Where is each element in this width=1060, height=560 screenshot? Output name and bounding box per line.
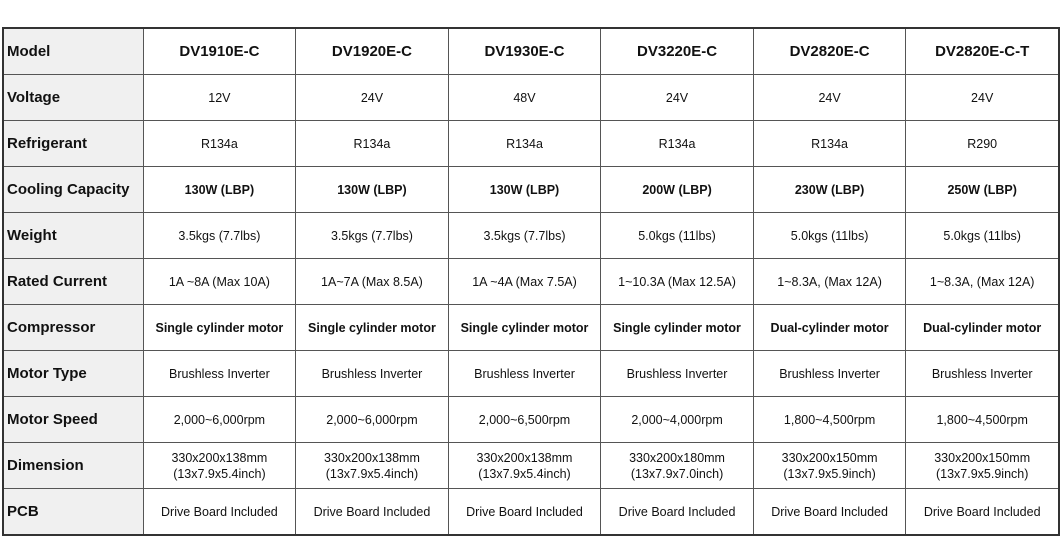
row-label: Motor Speed xyxy=(3,397,143,443)
table-cell: Dual-cylinder motor xyxy=(906,305,1059,351)
table-cell: DV2820E-C-T xyxy=(906,28,1059,75)
row-label: Refrigerant xyxy=(3,121,143,167)
table-row xyxy=(3,443,1059,489)
table-cell: 24V xyxy=(601,75,754,121)
table-cell: R134a xyxy=(143,121,296,167)
cell-line: 330x200x150mm xyxy=(934,450,1031,465)
table-cell: 1A ~4A (Max 7.5A) xyxy=(448,259,601,305)
table-row xyxy=(3,167,1059,213)
table-cell xyxy=(143,443,296,489)
table-cell: Single cylinder motor xyxy=(143,305,296,351)
table-row xyxy=(3,213,1059,259)
table-cell: Drive Board Included xyxy=(296,489,449,536)
table-cell: 2,000~4,000rpm xyxy=(601,397,754,443)
table-cell: 230W (LBP) xyxy=(753,167,906,213)
table-cell: Brushless Inverter xyxy=(448,351,601,397)
table-cell: 5.0kgs (11lbs) xyxy=(753,213,906,259)
table-cell xyxy=(296,443,449,489)
table-cell: R134a xyxy=(296,121,449,167)
table-cell: Single cylinder motor xyxy=(448,305,601,351)
table-row xyxy=(3,397,1059,443)
table-cell: 12V xyxy=(143,75,296,121)
row-label: Motor Type xyxy=(3,351,143,397)
table-cell: R134a xyxy=(448,121,601,167)
table-cell: Brushless Inverter xyxy=(143,351,296,397)
row-label: PCB xyxy=(3,489,143,536)
table-cell xyxy=(906,443,1059,489)
table-row xyxy=(3,75,1059,121)
table-cell: Single cylinder motor xyxy=(601,305,754,351)
table-cell xyxy=(601,443,754,489)
cell-line: (13x7.9x5.9inch) xyxy=(935,466,1029,481)
spec-table xyxy=(2,27,1060,536)
cell-line: (13x7.9x5.9inch) xyxy=(783,466,876,481)
cell-line: 330x200x180mm xyxy=(629,450,725,465)
table-cell: 3.5kgs (7.7lbs) xyxy=(143,213,296,259)
table-cell: DV2820E-C xyxy=(753,28,906,75)
table-cell: DV3220E-C xyxy=(601,28,754,75)
cell-line: 330x200x138mm xyxy=(476,450,573,465)
table-cell: 130W (LBP) xyxy=(296,167,449,213)
table-cell: R134a xyxy=(601,121,754,167)
table-cell: Brushless Inverter xyxy=(296,351,449,397)
row-label: Voltage xyxy=(3,75,143,121)
row-label: Cooling Capacity xyxy=(3,167,143,213)
table-cell: Brushless Inverter xyxy=(906,351,1059,397)
table-cell: Drive Board Included xyxy=(448,489,601,536)
table-cell: 24V xyxy=(296,75,449,121)
table-cell: 24V xyxy=(906,75,1059,121)
table-cell: 130W (LBP) xyxy=(448,167,601,213)
table-row xyxy=(3,489,1059,536)
table-row xyxy=(3,28,1059,75)
table-cell: 5.0kgs (11lbs) xyxy=(906,213,1059,259)
row-label: Dimension xyxy=(3,443,143,489)
table-cell: Dual-cylinder motor xyxy=(753,305,906,351)
cell-line: 330x200x138mm xyxy=(171,450,268,465)
cell-line: 330x200x150mm xyxy=(781,450,878,465)
table-cell: 3.5kgs (7.7lbs) xyxy=(448,213,601,259)
row-label: Rated Current xyxy=(3,259,143,305)
cell-line: (13x7.9x5.4inch) xyxy=(325,466,419,481)
table-cell: DV1920E-C xyxy=(296,28,449,75)
row-label: Weight xyxy=(3,213,143,259)
table-cell: 130W (LBP) xyxy=(143,167,296,213)
table-cell: 2,000~6,000rpm xyxy=(143,397,296,443)
table-row xyxy=(3,351,1059,397)
table-cell: 1A~7A (Max 8.5A) xyxy=(296,259,449,305)
cell-line: (13x7.9x5.4inch) xyxy=(173,466,266,481)
cell-line: (13x7.9x5.4inch) xyxy=(478,466,571,481)
table-cell: 2,000~6,000rpm xyxy=(296,397,449,443)
row-label: Compressor xyxy=(3,305,143,351)
table-row xyxy=(3,305,1059,351)
table-cell: Drive Board Included xyxy=(753,489,906,536)
table-cell: 1~8.3A, (Max 12A) xyxy=(753,259,906,305)
table-cell: Drive Board Included xyxy=(601,489,754,536)
table-cell: DV1930E-C xyxy=(448,28,601,75)
table-cell: 250W (LBP) xyxy=(906,167,1059,213)
table-cell: 1~8.3A, (Max 12A) xyxy=(906,259,1059,305)
table-cell: 48V xyxy=(448,75,601,121)
table-row xyxy=(3,259,1059,305)
cell-line: (13x7.9x7.0inch) xyxy=(630,466,724,481)
table-cell: Brushless Inverter xyxy=(601,351,754,397)
table-cell: 1,800~4,500rpm xyxy=(753,397,906,443)
table-cell: R290 xyxy=(906,121,1059,167)
table-cell: 1A ~8A (Max 10A) xyxy=(143,259,296,305)
table-cell: R134a xyxy=(753,121,906,167)
table-cell: DV1910E-C xyxy=(143,28,296,75)
table-cell: 200W (LBP) xyxy=(601,167,754,213)
table-row xyxy=(3,121,1059,167)
table-cell: 3.5kgs (7.7lbs) xyxy=(296,213,449,259)
table-cell: 24V xyxy=(753,75,906,121)
table-cell: Drive Board Included xyxy=(143,489,296,536)
table-cell xyxy=(448,443,601,489)
table-cell: Brushless Inverter xyxy=(753,351,906,397)
table-cell: 1,800~4,500rpm xyxy=(906,397,1059,443)
table-cell: 1~10.3A (Max 12.5A) xyxy=(601,259,754,305)
row-label: Model xyxy=(3,28,143,75)
table-cell: 5.0kgs (11lbs) xyxy=(601,213,754,259)
cell-line: 330x200x138mm xyxy=(323,450,420,465)
table-cell: 2,000~6,500rpm xyxy=(448,397,601,443)
table-cell: Single cylinder motor xyxy=(296,305,449,351)
table-cell: Drive Board Included xyxy=(906,489,1059,536)
table-cell xyxy=(753,443,906,489)
